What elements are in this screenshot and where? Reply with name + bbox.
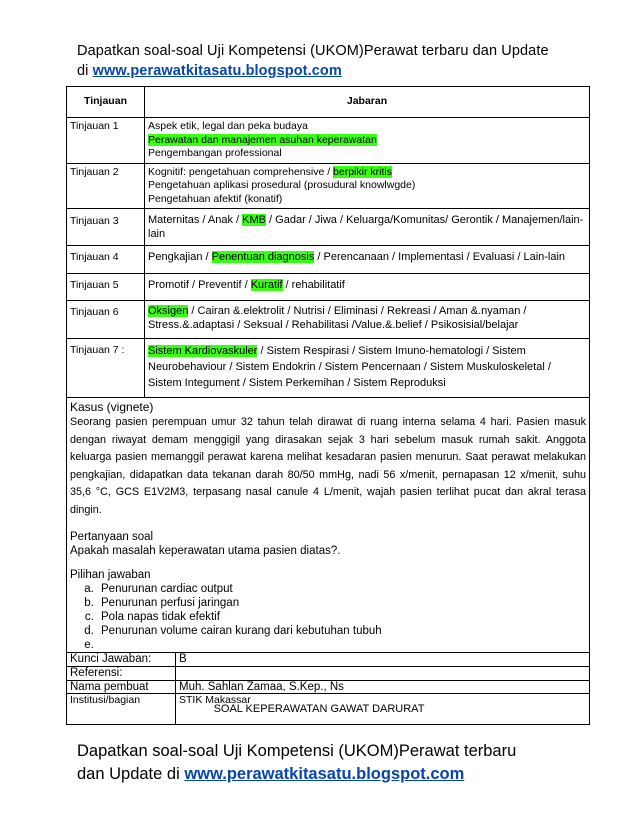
header-prefix: di	[77, 63, 93, 79]
table-row	[67, 273, 590, 301]
header-tinjauan: Tinjauan	[67, 87, 145, 118]
table-row	[67, 339, 590, 398]
meta-value	[176, 666, 590, 680]
case-title: Kasus (vignete)	[70, 400, 154, 414]
highlight-text: Sistem Kardiovaskuler	[148, 345, 258, 357]
options-list	[67, 582, 589, 652]
meta-value: STIK Makassar	[176, 694, 590, 725]
row-text: / Sistem Respirasi / Sistem Imuno-hematologi / Sistem Neurobehaviour / Sistem Endokrin / Sistem Pencernaan / Sistem Muskuloskeletal / Sistem Integument / Sistem Perkemihan / Sistem Reproduksi	[148, 345, 551, 389]
header-link[interactable]: www.perawatkitasatu.blogspot.com	[92, 63, 342, 79]
row-text: / Perencanaan / Implementasi / Evaluasi / Lain-lain	[314, 251, 566, 263]
row-text: Aspek etik, legal dan peka budaya	[148, 120, 308, 132]
options-label: Pilihan jawaban	[70, 568, 151, 581]
row-content	[145, 118, 590, 164]
row-text: / rehabilitatif	[282, 278, 345, 291]
row-text: Pengetahuan aplikasi prosedural (prosudural knowlwgde)	[148, 179, 416, 191]
row-text: / Cairan &.elektrolit / Nutrisi / Eliminasi / Rekreasi / Aman &.nyaman /	[188, 305, 527, 317]
meta-value: B	[176, 653, 590, 667]
row-content	[145, 246, 590, 274]
row-label: Tinjauan 4	[67, 246, 145, 274]
row-content	[145, 273, 590, 301]
table-row	[67, 246, 590, 274]
question-text: Apakah masalah keperawatan utama pasien diatas?.	[70, 545, 341, 558]
spacer	[67, 520, 589, 530]
row-label: Tinjauan 6	[67, 301, 145, 339]
tinjauan-table	[66, 86, 590, 398]
row-text: Kognitif: pengetahuan comprehensive /	[148, 165, 334, 178]
highlight-text: Penentuan diagnosis	[211, 251, 315, 263]
row-text: / Gadar / Jiwa / Keluarga/Komunitas/ Gerontik / Manajemen/lain-lain	[148, 214, 584, 240]
row-text-line	[148, 134, 586, 148]
row-label: Tinjauan 2	[67, 163, 145, 209]
header-line-1: Dapatkan soal-soal Uji Kompetensi (UKOM)Perawat terbaru dan Update	[77, 43, 549, 59]
meta-key: Nama pembuat	[67, 680, 176, 694]
row-text: Pengetahuan afektif (konatif)	[148, 192, 283, 205]
option-item: a. Penurunan cardiac output	[97, 582, 589, 596]
case-text: Seorang pasien perempuan umur 32 tahun telah dirawat di ruang interna selama 4 hari. Pasien masuk dengan riwayat demam menggigil yang dirasakan sejak 3 hari sebelum masuk rumah sakit. Anggota keluarga pasien memanggil perawat karena melihat kesadaran pasien menurun. Saat perawat melakukan pengkajian, didapatkan data tekanan darah 80/50 mmHg, nadi 56 x/menit, pernapasan 12 x/menit, suhu 35,6 °C, GCS E1V2M3, terpasang nasal canule 4 L/menit, wajah pasien terlihat pucat dan akral terasa dingin.	[70, 416, 586, 516]
option-item: c. Pola napas tidak efektif	[97, 610, 589, 624]
table-row	[67, 163, 590, 209]
question-label: Pertanyaan soal	[70, 530, 154, 543]
table-row	[67, 301, 590, 339]
row-text: Maternitas / Anak /	[148, 214, 243, 226]
footer-prefix: dan Update di	[77, 765, 185, 783]
highlight-text: berpikir kritis	[333, 165, 392, 178]
table-header-row	[67, 87, 590, 118]
footer-link[interactable]: www.perawatkitasatu.blogspot.com	[184, 765, 465, 783]
option-item	[97, 638, 589, 652]
row-text: Pengkajian /	[148, 251, 212, 263]
highlight-text: Kuratif	[250, 278, 283, 291]
meta-key: Kunci Jawaban:	[67, 653, 176, 667]
row-text: Promotif / Preventif /	[148, 278, 251, 291]
row-content	[145, 163, 590, 209]
header-notice	[77, 41, 577, 81]
row-text-line	[148, 166, 586, 180]
meta-key: Referensi:	[67, 666, 176, 680]
meta-row	[67, 680, 589, 694]
row-label: Tinjauan 5	[67, 273, 145, 301]
highlight-text: KMB	[242, 214, 266, 226]
row-text: Stress.&.adaptasi / Seksual / Rehabilitasi /Value.&.belief / Psikosisial/belajar	[148, 318, 519, 331]
option-item: b. Penurunan perfusi jaringan	[97, 596, 589, 610]
row-text-line	[148, 305, 586, 319]
row-label: Tinjauan 1	[67, 118, 145, 164]
row-text: Pengembangan professional	[148, 147, 282, 159]
table-row	[67, 209, 590, 246]
section-caption: SOAL KEPERAWATAN GAWAT DARURAT	[213, 703, 425, 715]
row-content	[145, 209, 590, 246]
footer-notice	[77, 740, 557, 786]
meta-value: Muh. Sahlan Zamaa, S.Kep., Ns	[176, 680, 590, 694]
meta-key: Institusi/bagian	[67, 694, 176, 725]
meta-row	[67, 653, 589, 667]
row-label: Tinjauan 7 :	[67, 339, 145, 398]
row-content	[145, 339, 590, 398]
footer-line-1: Dapatkan soal-soal Uji Kompetensi (UKOM)Perawat terbaru	[77, 742, 517, 760]
spacer	[67, 559, 589, 568]
meta-row	[67, 666, 589, 680]
header-line-2	[77, 61, 577, 81]
highlight-text: Perawatan dan manajemen asuhan keperawatan	[148, 133, 377, 146]
row-label: Tinjauan 3	[67, 209, 145, 246]
header-jabaran: Jabaran	[145, 87, 590, 118]
highlight-text: Oksigen	[148, 305, 189, 317]
case-section	[66, 398, 590, 725]
footer-line-2	[77, 763, 557, 786]
row-content	[145, 301, 590, 339]
option-item: d. Penurunan volume cairan kurang dari kebutuhan tubuh	[97, 624, 589, 638]
table-row	[67, 118, 590, 164]
